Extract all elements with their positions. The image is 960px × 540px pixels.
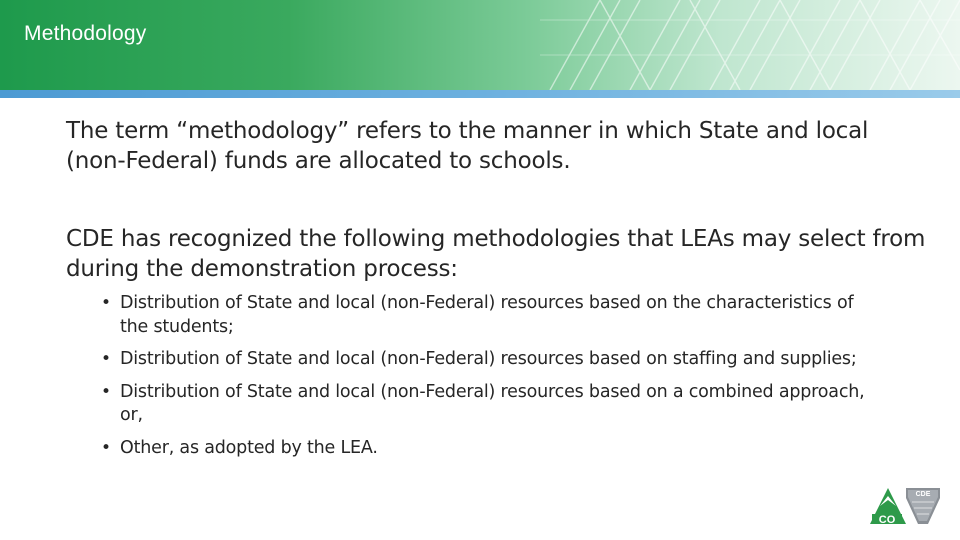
logo-state-text: CO bbox=[878, 514, 896, 526]
bullet-icon: • bbox=[101, 349, 111, 369]
list-item-text: Distribution of State and local (non-Federal) resources based on a combined approach, or, bbox=[120, 381, 865, 425]
intro-paragraph: CDE has recognized the following methodologies that LEAs may select from during the demonstration process: bbox=[66, 226, 926, 282]
list-item bbox=[101, 437, 880, 461]
list-item-text: Distribution of State and local (non-Federal) resources based on the characteristics of the students; bbox=[120, 293, 854, 337]
methodology-list bbox=[66, 292, 880, 460]
list-item bbox=[101, 292, 880, 339]
list-item-text: Distribution of State and local (non-Federal) resources based on staffing and supplies; bbox=[120, 349, 857, 369]
bullet-icon: • bbox=[101, 381, 111, 402]
bullet-icon: • bbox=[101, 293, 111, 313]
header-line-pattern bbox=[540, 0, 960, 90]
logo-agency-text: CDE bbox=[915, 491, 931, 498]
cde-logo-icon bbox=[868, 484, 946, 528]
header-banner bbox=[0, 0, 960, 90]
header-accent-rule bbox=[0, 90, 960, 98]
list-item bbox=[101, 348, 880, 372]
list-item bbox=[101, 381, 880, 428]
content-body bbox=[66, 116, 926, 469]
list-item-text: Other, as adopted by the LEA. bbox=[120, 437, 378, 458]
bullet-icon: • bbox=[101, 437, 111, 458]
definition-paragraph: The term “methodology” refers to the manner in which State and local (non-Federal) funds are allocated to schools. bbox=[66, 118, 869, 174]
page-title: Methodology bbox=[24, 22, 147, 45]
